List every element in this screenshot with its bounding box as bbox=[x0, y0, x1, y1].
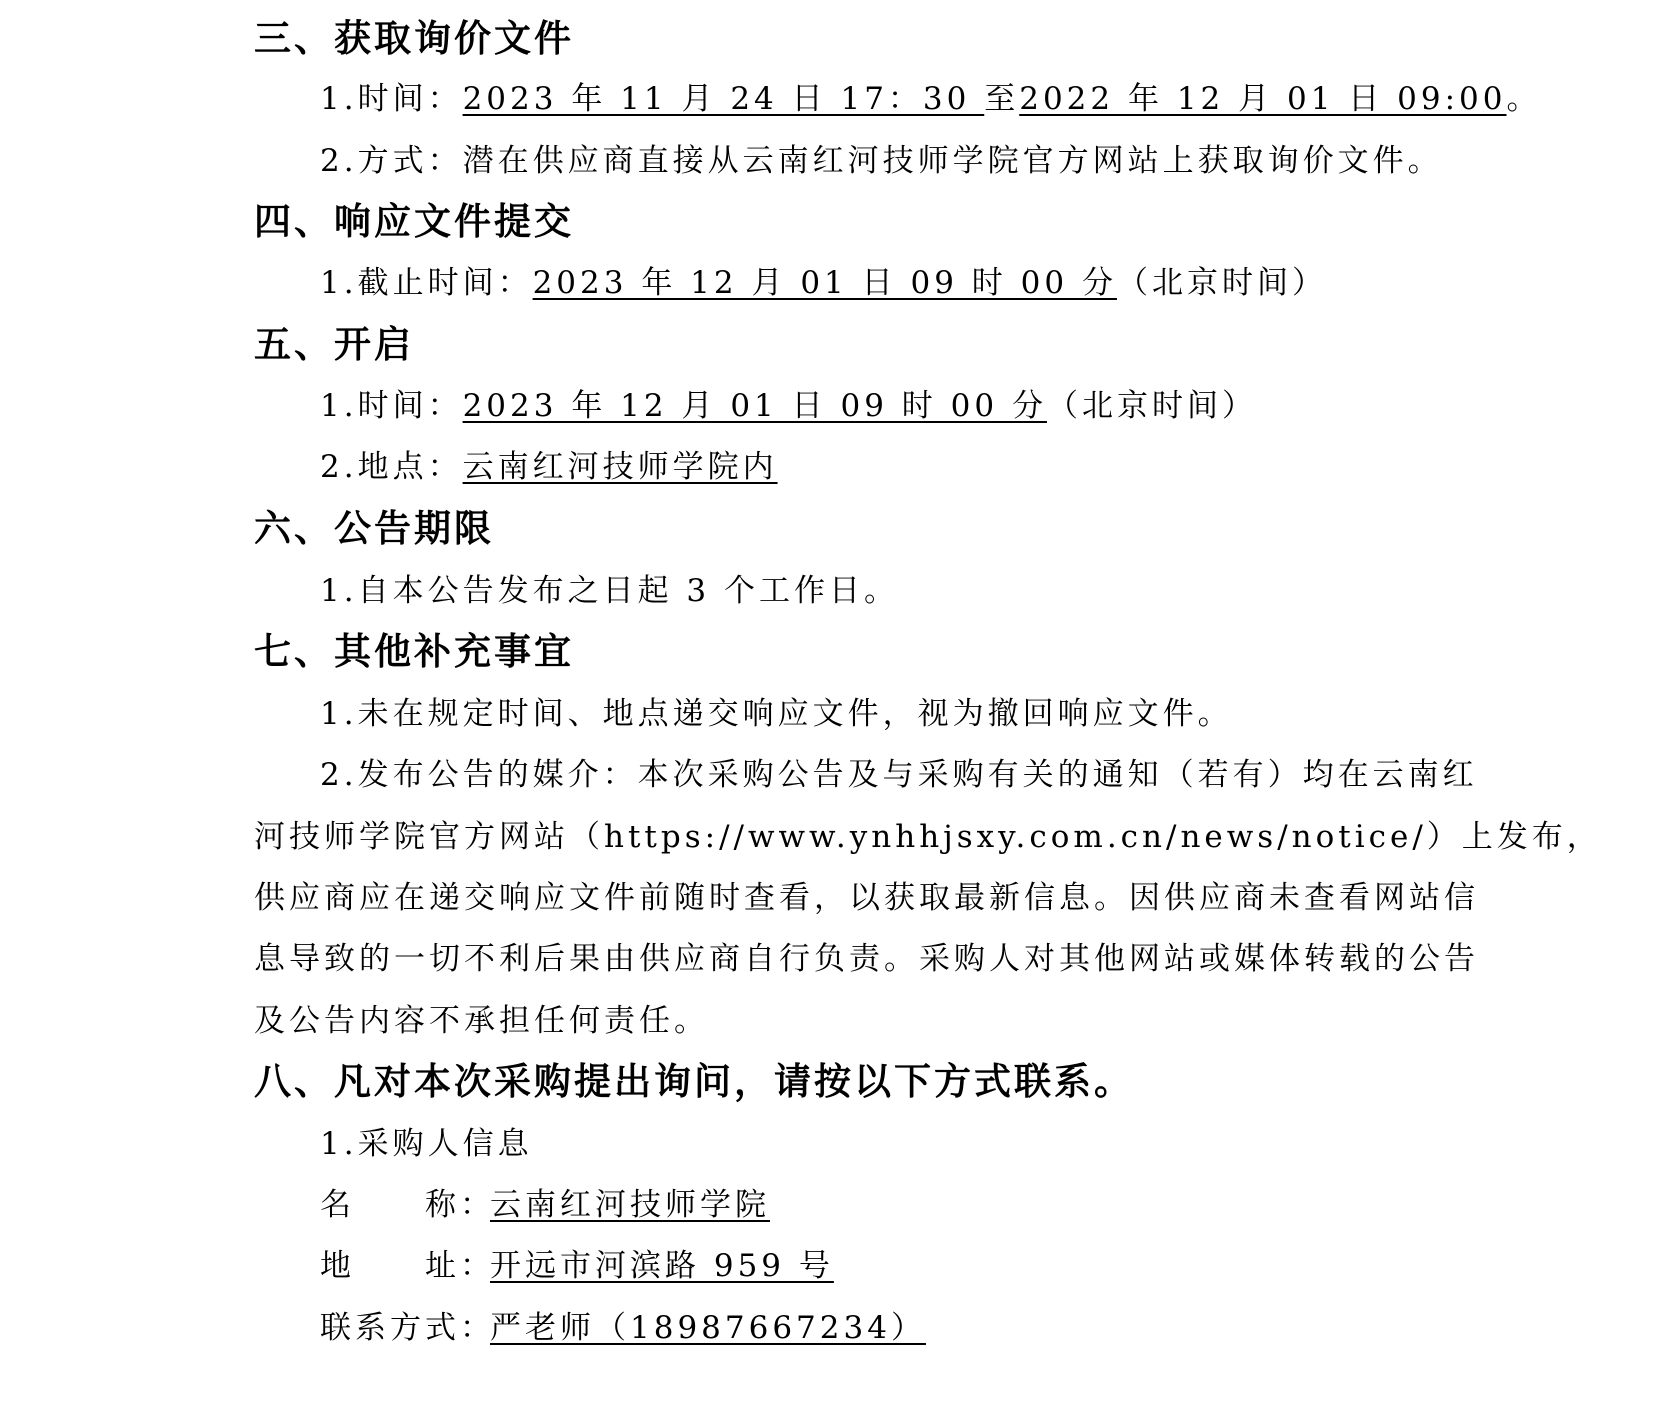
end-time: 2022 年 12 月 01 日 09:00 bbox=[1019, 81, 1507, 117]
section-6-item-1: 1.自本公告发布之日起 3 个工作日。 bbox=[320, 573, 900, 609]
section-5-heading: 五、开启 bbox=[254, 323, 414, 366]
section-5-item-2 bbox=[320, 449, 778, 485]
opening-time: 2023 年 12 月 01 日 09 时 00 分 bbox=[462, 388, 1047, 424]
section-4-heading: 四、响应文件提交 bbox=[254, 200, 574, 243]
purchaser-contact-label: 联系方式： bbox=[320, 1310, 495, 1346]
purchaser-address-label: 地 址： bbox=[320, 1248, 495, 1284]
start-time: 2023 年 11 月 24 日 17：30 bbox=[462, 81, 985, 117]
section-8-item-1: 1.采购人信息 bbox=[320, 1126, 533, 1162]
section-6-heading: 六、公告期限 bbox=[254, 507, 494, 550]
section-7-item-2-line-5: 及公告内容不承担任何责任。 bbox=[254, 1003, 709, 1039]
section-7-item-2-line-1: 2.发布公告的媒介：本次采购公告及与采购有关的通知（若有）均在云南红 bbox=[320, 757, 1478, 793]
timezone-note: （北京时间） bbox=[1116, 265, 1327, 301]
item-prefix: 1.时间： bbox=[320, 81, 463, 117]
opening-location: 云南红河技师学院内 bbox=[462, 449, 778, 485]
timezone-note: （北京时间） bbox=[1046, 388, 1257, 424]
purchaser-address-row bbox=[320, 1248, 834, 1284]
purchaser-name-row bbox=[320, 1187, 770, 1223]
section-7-item-2-line-4: 息导致的一切不利后果由供应商自行负责。采购人对其他网站或媒体转载的公告 bbox=[254, 941, 1479, 977]
connector-text: 至 bbox=[984, 81, 1020, 117]
item-prefix: 1.时间： bbox=[320, 388, 463, 424]
section-7-item-2-line-3: 供应商应在递交响应文件前随时查看，以获取最新信息。因供应商未查看网站信 bbox=[254, 880, 1479, 916]
section-3-item-1 bbox=[320, 81, 1542, 117]
deadline-time: 2023 年 12 月 01 日 09 时 00 分 bbox=[532, 265, 1117, 301]
section-8-heading: 八、凡对本次采购提出询问，请按以下方式联系。 bbox=[254, 1060, 1134, 1103]
item-suffix: 。 bbox=[1506, 81, 1542, 117]
purchaser-contact-row bbox=[320, 1310, 926, 1346]
section-5-item-1 bbox=[320, 388, 1257, 424]
purchaser-address-value: 开远市河滨路 959 号 bbox=[490, 1248, 834, 1284]
item-prefix: 1.截止时间： bbox=[320, 265, 533, 301]
section-3-item-2: 2.方式：潜在供应商直接从云南红河技师学院官方网站上获取询价文件。 bbox=[320, 143, 1443, 179]
section-3-heading: 三、获取询价文件 bbox=[254, 17, 574, 60]
purchaser-name-value: 云南红河技师学院 bbox=[490, 1187, 770, 1223]
section-7-item-1: 1.未在规定时间、地点递交响应文件，视为撤回响应文件。 bbox=[320, 696, 1233, 732]
purchaser-contact-value: 严老师（18987667234） bbox=[490, 1310, 926, 1346]
item-prefix: 2.地点： bbox=[320, 449, 463, 485]
section-4-item-1 bbox=[320, 265, 1327, 301]
purchaser-name-label: 名 称： bbox=[320, 1187, 495, 1223]
section-7-heading: 七、其他补充事宜 bbox=[254, 630, 574, 673]
section-7-item-2-line-2: 河技师学院官方网站（https://www.ynhhjsxy.com.cn/news/notice/）上发布， bbox=[254, 819, 1602, 855]
